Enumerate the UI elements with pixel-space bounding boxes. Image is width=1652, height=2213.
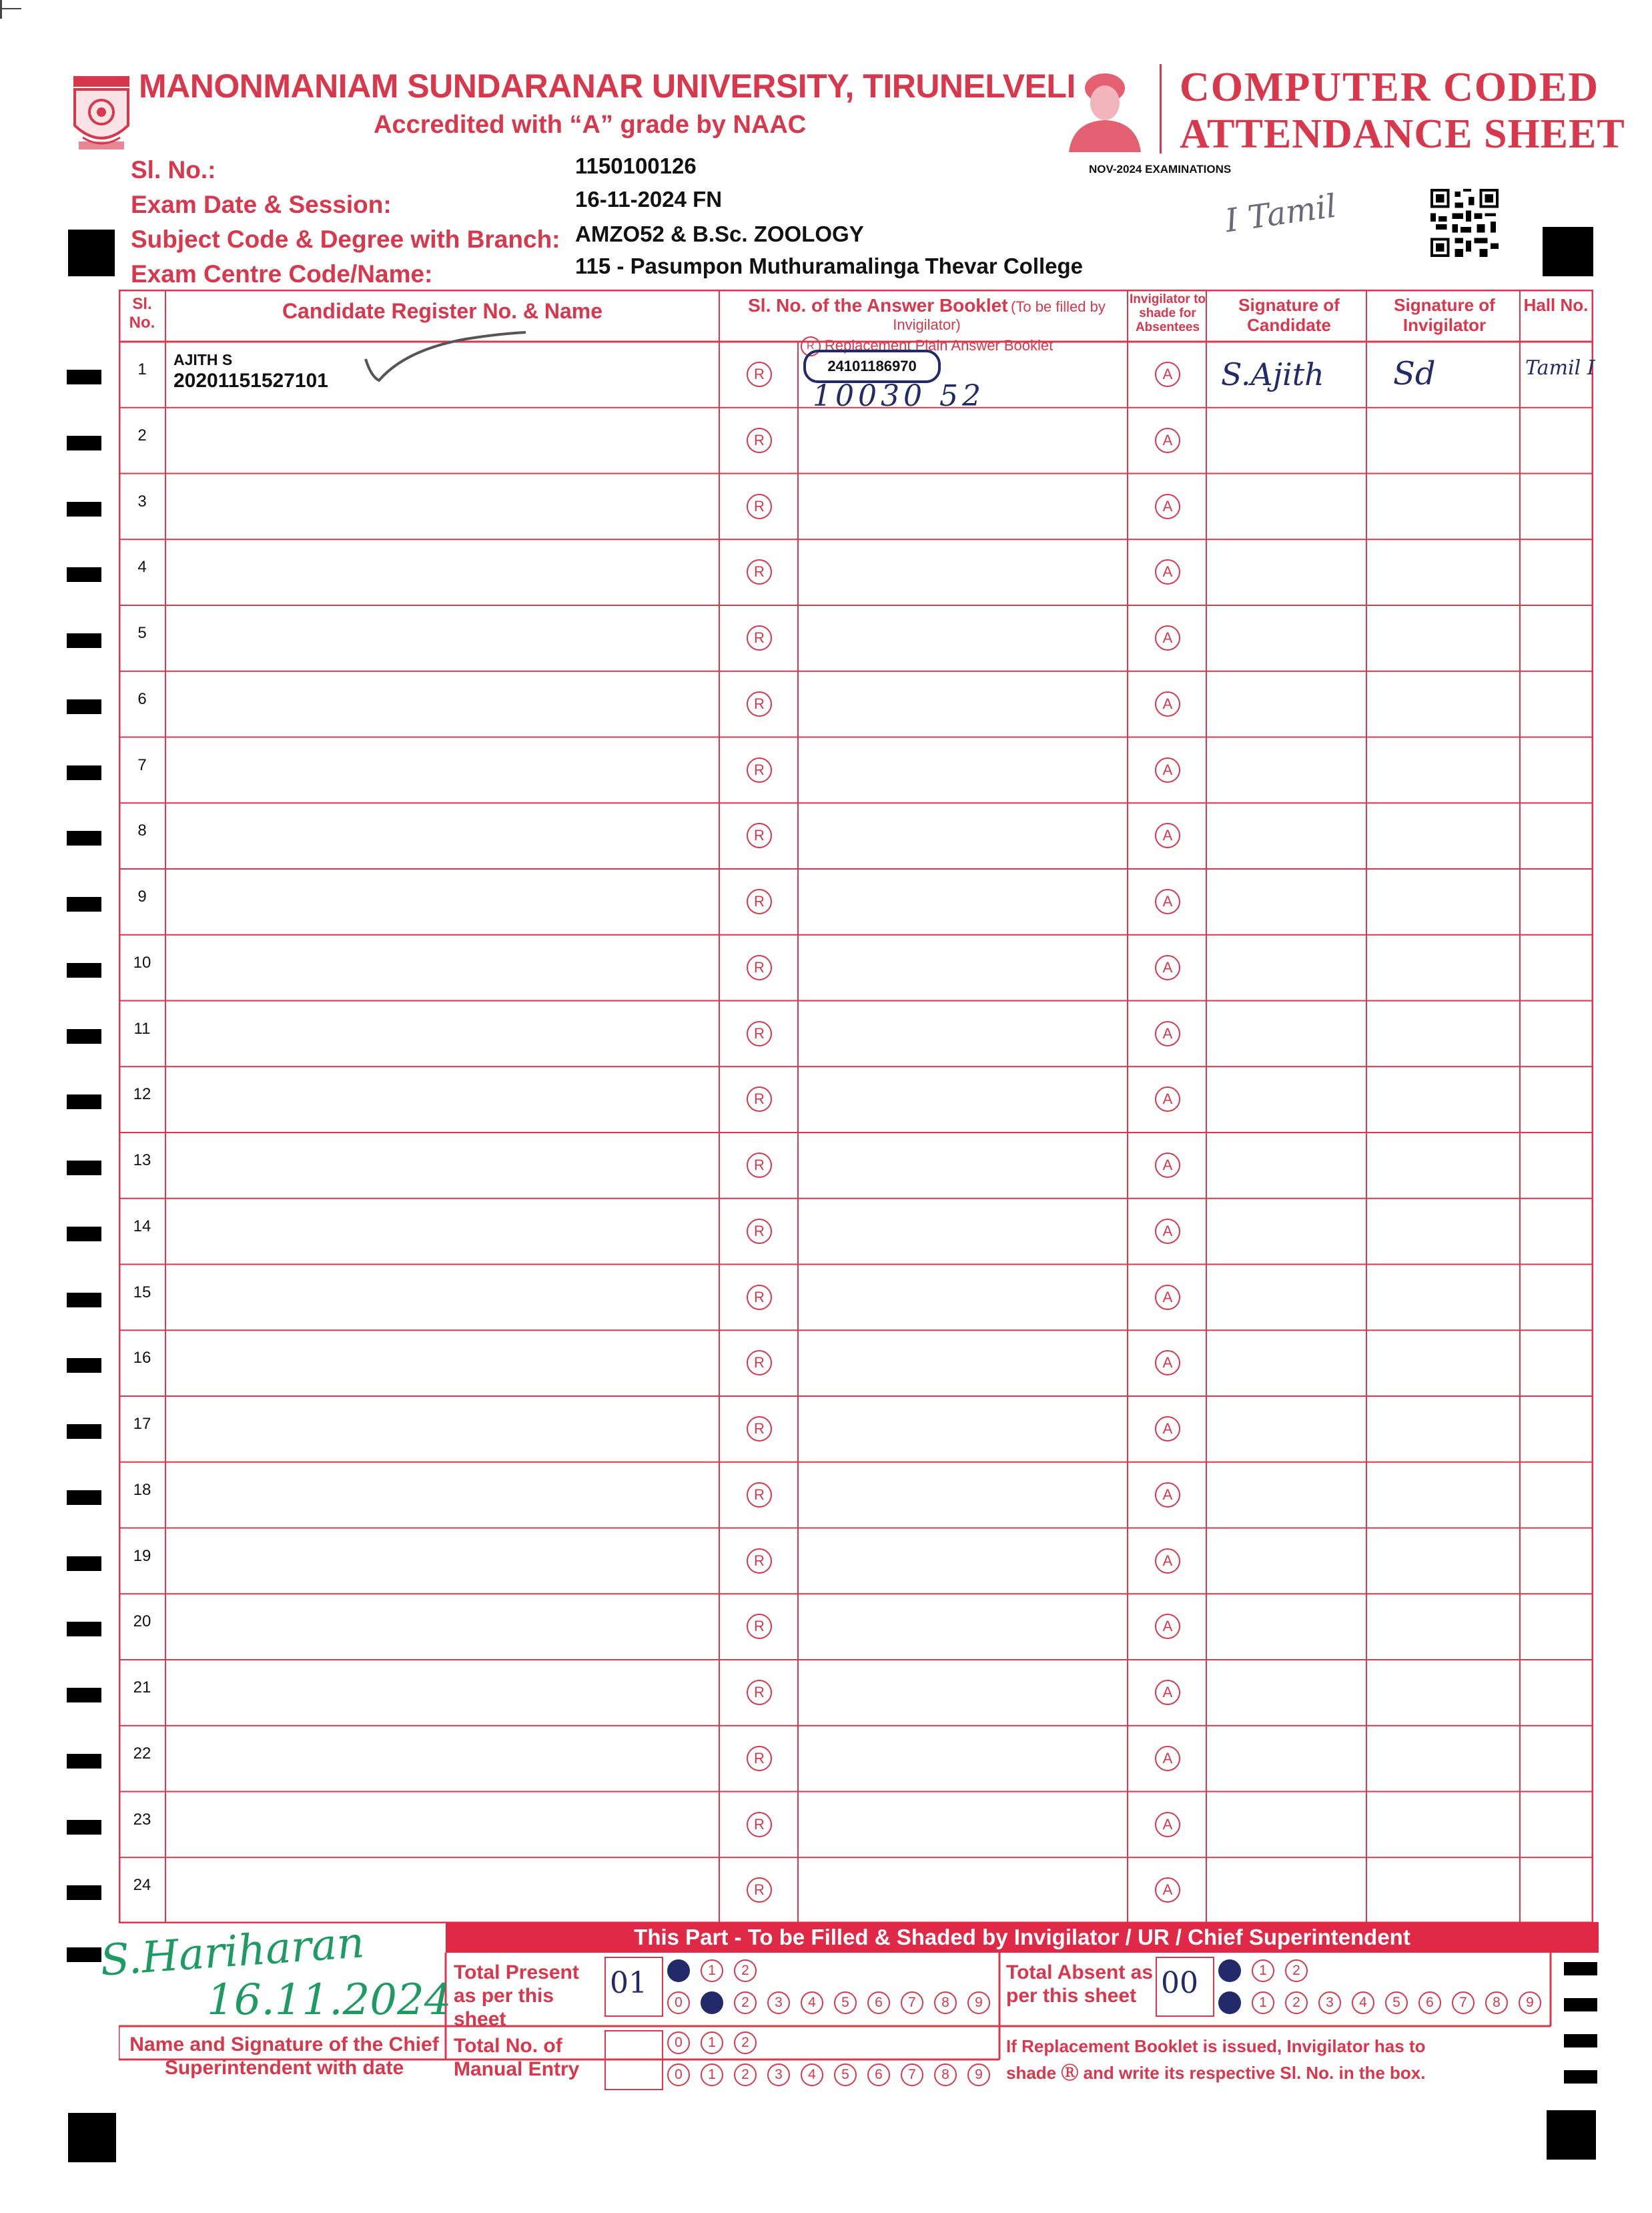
replacement-bubble[interactable]: R (747, 1812, 772, 1837)
row-sl-no: 6 (137, 689, 147, 708)
replacement-note: If Replacement Booklet is issued, Invigilator has to shade Ⓡ and write its respective Sl. No. in the box. (1006, 2036, 1426, 2083)
manual-units-bubble-3[interactable]: 3 (767, 2064, 790, 2086)
absentee-bubble[interactable]: A (1155, 757, 1180, 783)
absent-tens-bubble-0[interactable]: 0 (1218, 1959, 1241, 1982)
chief-superintendent-label: Name and Signature of the Chief Superintendent with date (129, 2033, 439, 2079)
exam-date-label: Exam Date & Session: (131, 191, 392, 218)
sl-no-value: 1150100126 (575, 153, 697, 178)
manual-tens-bubble-2[interactable]: 2 (734, 2031, 757, 2054)
replacement-bubble[interactable]: R (747, 1877, 772, 1903)
chief-date: 16.11.2024 (207, 1975, 452, 2025)
manual-tens-bubble-0[interactable]: 0 (667, 2031, 690, 2054)
replacement-bubble[interactable]: R (747, 1680, 772, 1705)
timing-mark (67, 1029, 101, 1044)
manual-units-bubble-0[interactable]: 0 (667, 2064, 690, 2086)
present-units-bubble-2[interactable]: 2 (734, 1991, 757, 2014)
present-units-bubble-4[interactable]: 4 (801, 1991, 823, 2014)
absentee-bubble[interactable]: A (1155, 691, 1180, 717)
manual-units-bubble-5[interactable]: 5 (834, 2064, 857, 2086)
timing-mark (67, 1947, 101, 1962)
absentee-bubble[interactable]: A (1155, 1153, 1180, 1178)
absent-units-bubble-3[interactable]: 3 (1318, 1991, 1341, 2014)
booklet-number: 24101186970 (803, 350, 941, 383)
replacement-bubble[interactable]: R (747, 1021, 772, 1046)
hall-number: Tamil I (1525, 356, 1595, 380)
absent-units-bubble-2[interactable]: 2 (1285, 1991, 1308, 2014)
examinations-label: NOV-2024 EXAMINATIONS (1089, 163, 1232, 176)
total-present-value: 01 (610, 1966, 647, 2000)
candidate-signature: S.Ajith (1221, 356, 1324, 392)
absentee-bubble[interactable]: A (1155, 1086, 1180, 1112)
replacement-bubble[interactable]: R (747, 823, 772, 848)
replacement-bubble[interactable]: R (747, 1219, 772, 1244)
header-hall-no: Hall No. (1523, 295, 1589, 315)
manual-entry-label: Total No. of Manual Entry (454, 2035, 580, 2080)
absentee-bubble[interactable]: A (1155, 1746, 1180, 1771)
manual-units-bubble-6[interactable]: 6 (867, 2064, 890, 2086)
absentee-bubble[interactable]: A (1155, 823, 1180, 848)
absentee-bubble[interactable]: A (1155, 494, 1180, 519)
candidate-register-no: 20201151527101 (173, 370, 328, 392)
timing-mark (67, 1490, 101, 1505)
row-sl-no: 19 (133, 1546, 151, 1565)
table-grid (119, 290, 1593, 1923)
header-signature-invigilator: Signature of Invigilator (1394, 295, 1495, 335)
absent-tens-bubble-2[interactable]: 2 (1285, 1959, 1308, 1982)
replacement-bubble[interactable]: R (747, 1086, 772, 1112)
replacement-bubble[interactable]: R (747, 757, 772, 783)
timing-mark (67, 1820, 101, 1835)
row-sl-no: 12 (133, 1085, 151, 1104)
present-units-bubble-7[interactable]: 7 (901, 1991, 923, 2014)
timing-mark (67, 897, 101, 912)
absentee-bubble[interactable]: A (1155, 625, 1180, 651)
portrait-icon (1062, 64, 1146, 152)
absentee-bubble[interactable]: A (1155, 955, 1180, 980)
total-absent-value: 00 (1161, 1966, 1198, 2000)
replacement-booklet-no: 10030 52 (813, 379, 985, 413)
header-signature-candidate: Signature of Candidate (1238, 295, 1340, 335)
absentee-bubble[interactable]: A (1155, 1285, 1180, 1310)
present-tens-bubble-1[interactable]: 1 (701, 1959, 723, 1982)
timing-mark (1564, 2070, 1597, 2084)
row-sl-no: 14 (133, 1217, 151, 1235)
row-sl-no: 18 (133, 1480, 151, 1499)
replacement-bubble[interactable]: R (747, 362, 772, 387)
timing-mark (67, 1885, 101, 1900)
sheet-title-line2: ATTENDANCE SHEET (1180, 111, 1625, 157)
row-sl-no: 21 (133, 1678, 151, 1696)
replacement-bubble[interactable]: R (747, 955, 772, 980)
timing-mark (67, 633, 101, 648)
row-sl-no: 3 (137, 492, 147, 511)
present-units-bubble-8[interactable]: 8 (934, 1991, 957, 2014)
absentee-bubble[interactable]: A (1155, 1877, 1180, 1903)
manual-units-bubble-8[interactable]: 8 (934, 2064, 957, 2086)
timing-mark (67, 699, 101, 714)
row-sl-no: 17 (133, 1415, 151, 1433)
timing-mark (67, 436, 101, 450)
replacement-bubble[interactable]: R (747, 625, 772, 651)
replacement-bubble[interactable]: R (747, 1548, 772, 1574)
replacement-bubble[interactable]: R (747, 428, 772, 453)
timing-mark (67, 1622, 101, 1636)
registration-mark (68, 2113, 116, 2162)
registration-mark (68, 230, 115, 276)
header-sl-no: Sl. No. (129, 295, 155, 332)
timing-mark (67, 370, 101, 384)
absentee-bubble[interactable]: A (1155, 889, 1180, 914)
timing-mark (67, 1754, 101, 1769)
qr-code-icon (1430, 188, 1499, 258)
row-sl-no: 9 (137, 888, 147, 906)
corner-tick (0, 8, 21, 9)
university-name: MANONMANIAM SUNDARANAR UNIVERSITY, TIRUNELVELI (139, 67, 1076, 105)
row-sl-no: 20 (133, 1612, 151, 1631)
row-sl-no: 10 (133, 953, 151, 972)
absent-units-bubble-0[interactable]: 0 (1218, 1991, 1241, 2014)
absent-units-bubble-5[interactable]: 5 (1385, 1991, 1408, 2014)
absent-tens-bubble-1[interactable]: 1 (1252, 1959, 1274, 1982)
absentee-bubble[interactable]: A (1155, 1680, 1180, 1705)
timing-mark (67, 831, 101, 846)
registration-mark (1543, 227, 1593, 276)
manual-tens-bubble-1[interactable]: 1 (701, 2031, 723, 2054)
absentee-bubble[interactable]: A (1155, 1350, 1180, 1375)
absentee-bubble[interactable]: A (1155, 1614, 1180, 1639)
timing-mark (67, 1688, 101, 1702)
absent-units-bubble-7[interactable]: 7 (1452, 1991, 1475, 2014)
manual-units-bubble-2[interactable]: 2 (734, 2064, 757, 2086)
timing-mark (67, 1094, 101, 1109)
present-units-bubble-0[interactable]: 0 (667, 1991, 690, 2014)
row-sl-no: 5 (137, 624, 147, 642)
header-candidate: Candidate Register No. & Name (282, 299, 603, 323)
row-sl-no: 4 (137, 558, 147, 577)
row-sl-no: 1 (137, 360, 147, 378)
centre-value: 115 - Pasumpon Muthuramalinga Thevar College (575, 254, 1084, 278)
absentee-bubble[interactable]: A (1155, 1021, 1180, 1046)
subject-label: Subject Code & Degree with Branch: (131, 226, 560, 253)
header-booklet (719, 295, 1134, 356)
timing-mark (67, 1424, 101, 1439)
replacement-bubble[interactable]: R (747, 1746, 772, 1771)
registration-mark (1547, 2110, 1596, 2160)
timing-mark (67, 1161, 101, 1175)
present-tens-bubble-2[interactable]: 2 (734, 1959, 757, 1982)
total-absent-label: Total Absent as per this sheet (1006, 1961, 1154, 2007)
absent-units-bubble-6[interactable]: 6 (1418, 1991, 1441, 2014)
replacement-bubble[interactable]: R (747, 1482, 772, 1508)
timing-mark (67, 765, 101, 780)
replacement-bubble[interactable]: R (747, 1153, 772, 1178)
timing-mark (67, 963, 101, 978)
row-sl-no: 11 (133, 1019, 151, 1038)
manual-units-bubble-1[interactable]: 1 (701, 2064, 723, 2086)
timing-mark (67, 502, 101, 517)
manual-units-bubble-9[interactable]: 9 (967, 2064, 990, 2086)
present-units-bubble-1[interactable]: 1 (701, 1991, 723, 2014)
header-booklet-note: (To be filled by Invigilator) (893, 298, 1106, 333)
row-sl-no: 8 (137, 822, 147, 840)
absent-units-bubble-1[interactable]: 1 (1252, 1991, 1274, 2014)
row-sl-no: 24 (133, 1876, 151, 1895)
replacement-symbol: R (801, 336, 821, 356)
absent-units-bubble-9[interactable]: 9 (1519, 1991, 1541, 2014)
absentee-bubble[interactable]: A (1155, 1482, 1180, 1508)
absentee-bubble[interactable]: A (1155, 428, 1180, 453)
sl-no-label: Sl. No.: (131, 156, 216, 184)
present-units-bubble-5[interactable]: 5 (834, 1991, 857, 2014)
replacement-bubble[interactable]: R (747, 1285, 772, 1310)
timing-mark (67, 1358, 101, 1373)
replacement-bubble[interactable]: R (747, 559, 772, 585)
row-sl-no: 15 (133, 1283, 151, 1301)
absentee-bubble[interactable]: A (1155, 362, 1180, 387)
row-sl-no: 13 (133, 1151, 151, 1169)
handwritten-hall-note: I Tamil (1222, 187, 1339, 240)
header-booklet-main: Sl. No. of the Answer Booklet (748, 295, 1008, 316)
replacement-bubble[interactable]: R (747, 1614, 772, 1639)
manual-entry-box (604, 2030, 663, 2090)
chief-signature: S.Hariharan (98, 1918, 366, 1986)
header-absentee: Invigilator to shade for Absentees (1130, 292, 1206, 334)
header-booklet-sub-text: Replacement Plain Answer Booklet (824, 336, 1054, 354)
corner-tick (0, 0, 2, 19)
university-logo-icon (69, 72, 133, 155)
row-sl-no: 16 (133, 1349, 151, 1367)
attendance-table (119, 290, 1593, 1923)
centre-label: Exam Centre Code/Name: (131, 260, 433, 288)
title-divider (1160, 64, 1162, 153)
replacement-bubble[interactable]: R (747, 1350, 772, 1375)
row-sl-no: 22 (133, 1744, 151, 1763)
absentee-bubble[interactable]: A (1155, 1548, 1180, 1574)
replacement-bubble[interactable]: R (747, 494, 772, 519)
candidate-name: AJITH S (173, 351, 233, 368)
present-units-bubble-9[interactable]: 9 (967, 1991, 990, 2014)
absent-units-bubble-8[interactable]: 8 (1485, 1991, 1508, 2014)
absentee-bubble[interactable]: A (1155, 1416, 1180, 1442)
subject-value: AMZO52 & B.Sc. ZOOLOGY (575, 222, 864, 246)
exam-date-value: 16-11-2024 FN (575, 187, 723, 212)
total-present-label: Total Present as per this sheet (454, 1961, 579, 2030)
bottom-band-title: This Part - To be Filled & Shaded by Invigilator / UR / Chief Superintendent (446, 1922, 1599, 1953)
manual-units-bubble-7[interactable]: 7 (901, 2064, 923, 2086)
check-mark-icon (359, 330, 639, 383)
absentee-bubble[interactable]: A (1155, 559, 1180, 585)
timing-mark (67, 567, 101, 582)
replacement-bubble[interactable]: R (747, 691, 772, 717)
accreditation: Accredited with “A” grade by NAAC (374, 111, 807, 139)
replacement-bubble[interactable]: R (747, 889, 772, 914)
sheet-title-line1: COMPUTER CODED (1180, 65, 1600, 110)
absentee-bubble[interactable]: A (1155, 1219, 1180, 1244)
timing-mark (67, 1293, 101, 1307)
timing-mark (67, 1227, 101, 1241)
row-sl-no: 23 (133, 1810, 151, 1829)
absent-units-bubble-4[interactable]: 4 (1352, 1991, 1374, 2014)
row-sl-no: 7 (137, 755, 147, 774)
present-tens-bubble-0[interactable]: 0 (667, 1959, 690, 1982)
row-sl-no: 2 (137, 426, 147, 444)
present-units-bubble-6[interactable]: 6 (867, 1991, 890, 2014)
timing-mark (67, 1556, 101, 1571)
invigilator-signature: Sd (1393, 355, 1436, 392)
manual-units-bubble-4[interactable]: 4 (801, 2064, 823, 2086)
replacement-bubble[interactable]: R (747, 1416, 772, 1442)
present-units-bubble-3[interactable]: 3 (767, 1991, 790, 2014)
absentee-bubble[interactable]: A (1155, 1812, 1180, 1837)
